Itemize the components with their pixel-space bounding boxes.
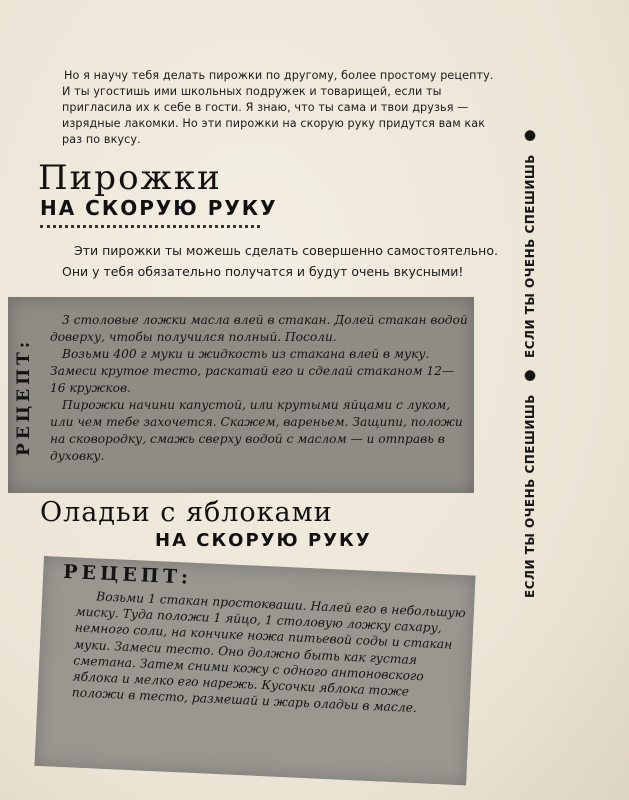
- side-text-lower: ЕСЛИ ТЫ ОЧЕНЬ СПЕШИШЬ: [523, 394, 537, 599]
- recipe1-title: Пирожки: [38, 158, 222, 198]
- recipe1-label: РЕЦЕПТ:: [14, 337, 34, 457]
- recipe2-box: [34, 556, 475, 785]
- recipe2-text: Возьми 1 стакан простокваши. Налей его в небольшую миску. Туда положи 1 яйцо, 1 столовую ложку сахару, немного соли, на кончике ножа питьевой соды и стакан муки. Замеси тесто. Оно должно быть как густая сметана. Затем сними кожу с одного антоновского яблока и мелко его нарежь. Кусочки яблока тоже положи в тесто, размешай и жарь оладьи в масле.: [71, 589, 466, 716]
- side-bullet-top: ●: [522, 127, 538, 145]
- recipe1-lead: Эти пирожки ты можешь сделать совершенно самостоятельно. Они у тебя обязательно получатся и будут очень вкусными!: [62, 243, 498, 279]
- recipe2-subtitle: НА СКОРУЮ РУКУ: [155, 530, 372, 551]
- side-running-header: [510, 108, 550, 608]
- decorative-dotted-divider: [40, 225, 260, 234]
- intro-paragraph: Но я научу тебя делать пирожки по другому, более простому рецепту. И ты угостишь ими школьных подружек и товарищей, если ты пригласила их к себе в гости. Я знаю, что ты сама и твои друзья — изрядные лакомки. Но эти пирожки на скорую руку придутся вам как раз по вкусу.: [62, 69, 494, 146]
- recipe1-step-3: Пирожки начини капустой, или крутыми яйцами с луком, или чем тебе захочется. Скажем, вареньем. Защипи, положи на сковородку, смажь сверху водой с маслом — и отправь в духовку.: [50, 398, 463, 463]
- recipe1-text: [50, 312, 468, 465]
- recipe1-step-1: 3 столовые ложки масла влей в стакан. Долей стакан водой доверху, чтобы получился полный. Посоли.: [50, 313, 468, 344]
- recipe2-label: РЕЦЕПТ:: [62, 560, 193, 589]
- side-text-upper: ЕСЛИ ТЫ ОЧЕНЬ СПЕШИШЬ: [523, 154, 537, 358]
- recipe2-title: Оладьи с яблоками: [40, 497, 333, 528]
- recipe1-subtitle: НА СКОРУЮ РУКУ: [40, 196, 278, 220]
- recipe1-step-2: Возьми 400 г муки и жидкость из стакана влей в муку. Замеси крутое тесто, раскатай его и сделай стаканом 12—16 кружков.: [50, 347, 455, 395]
- side-bullet: ●: [522, 368, 538, 385]
